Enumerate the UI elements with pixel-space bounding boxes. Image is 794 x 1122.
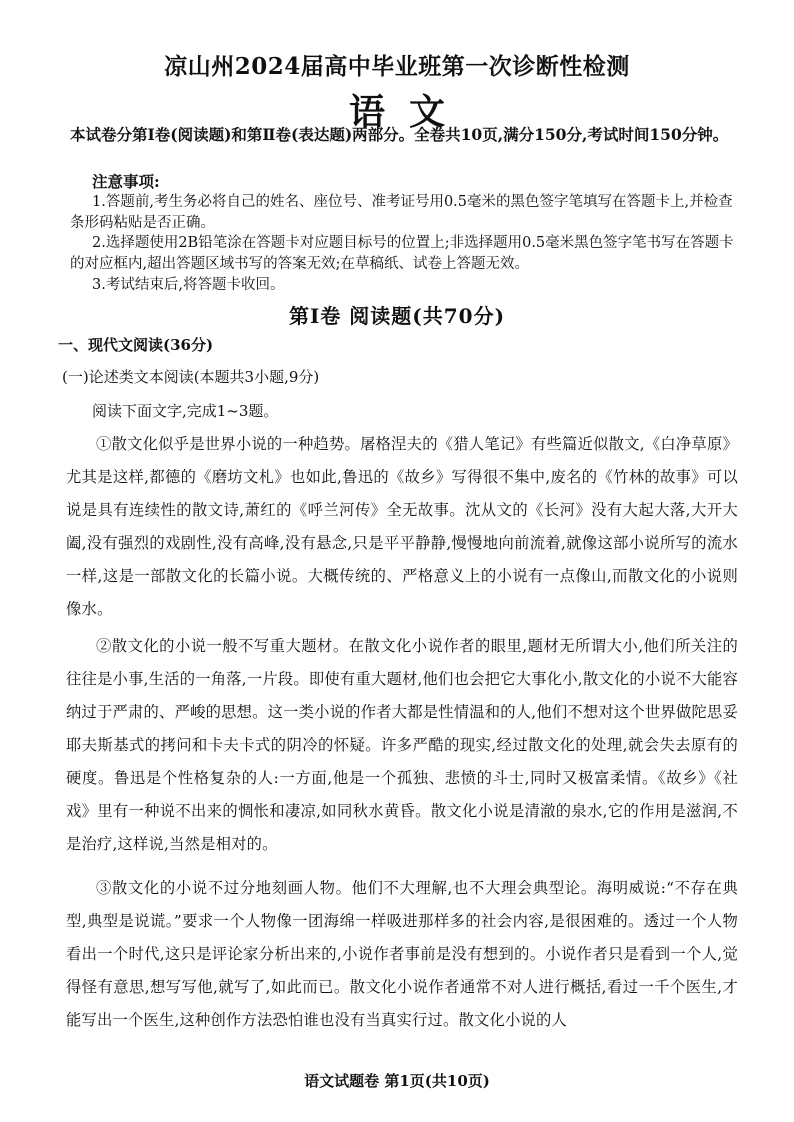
note-item-1: 1.答题前,考生务必将自己的姓名、座位号、准考证号用0.5毫米的黑色签字笔填写在答题卡上,并检查条形码粘贴是否正确。 [70,194,733,231]
note-item-3: 3.考试结束后,将答题卡收回。 [92,277,285,293]
page-footer: 语文试题卷 第1页(共10页) [304,1072,490,1090]
section-heading: 一、现代文阅读(36分) [58,336,214,354]
passage-paragraph-3: ③散文化的小说不过分地刻画人物。他们不大理解,也不大理会典型论。海明威说:“不存在典型,典型是说谎。”要求一个人物像一团海绵一样吸进那样多的社会内容,是很困难的。透过一个人物看出一个时代,这只是评论家分析出来的,小说作者事前是没有想到的。小说作者只是看到一个人,觉得怪有意思,想写写他,就写了,如此而已。散文化小说作者通常不对人进行概括,看过一千个医生,才能写出一个医生,这种创作方法恐怕谁也没有当真实行过。散文化小说的人 [66,879,738,1029]
exam-title: 凉山州2024届高中毕业班第一次诊断性检测 [164,53,630,80]
notes-heading: 注意事项: [92,172,160,191]
exam-intro: 本试卷分第Ⅰ卷(阅读题)和第Ⅱ卷(表达题)两部分。全卷共10页,满分150分,考试时间150分钟。 [70,125,729,144]
passage-paragraph-2: ②散文化的小说一般不写重大题材。在散文化小说作者的眼里,题材无所谓大小,他们所关注的往往是小事,生活的一角落,一片段。即使有重大题材,他们也会把它大事化小,散文化的小说不大能容纳过于严肃的、严峻的思想。这一类小说的作者大都是性情温和的人,他们不想对这个世界做陀思妥耶夫斯基式的拷问和卡夫卡式的阴冷的怀疑。许多严酷的现实,经过散文化的处理,就会失去原有的硬度。鲁迅是个性格复杂的人:一方面,他是一个孤独、悲愤的斗士,同时又极富柔情。《故乡》《社戏》里有一种说不出来的惆怅和凄凉,如同秋水黄昏。散文化小说是清澈的泉水,它的作用是滋润,不是治疗,这样说,当然是相对的。 [66,637,738,853]
note-item-2: 2.选择题使用2B铅笔涂在答题卡对应题目标号的位置上;非选择题用0.5毫米黑色签字笔书写在答题卡的对应框内,超出答题区域书写的答案无效;在草稿纸、试卷上答题无效。 [70,235,734,272]
part-heading: 第Ⅰ卷 阅读题(共70分) [288,304,506,328]
subject-title: 语文 [348,91,469,133]
reading-instruction: 阅读下面文字,完成1~3题。 [92,402,279,420]
section-subheading: (一)论述类文本阅读(本题共3小题,9分) [62,368,320,386]
passage-paragraph-1: ①散文化似乎是世界小说的一种趋势。屠格涅夫的《猎人笔记》有些篇近似散文,《白净草原》尤其是这样,都德的《磨坊文札》也如此,鲁迅的《故乡》写得很不集中,废名的《竹林的故事》可以说是具有连续性的散文诗,萧红的《呼兰河传》全无故事。沈从文的《长河》没有大起大落,大开大阖,没有强烈的戏剧性,没有高峰,没有悬念,只是平平静静,慢慢地向前流着,就像这部小说所写的流水一样,这是一部散文化的长篇小说。大概传统的、严格意义上的小说有一点像山,而散文化的小说则像水。 [66,435,738,618]
